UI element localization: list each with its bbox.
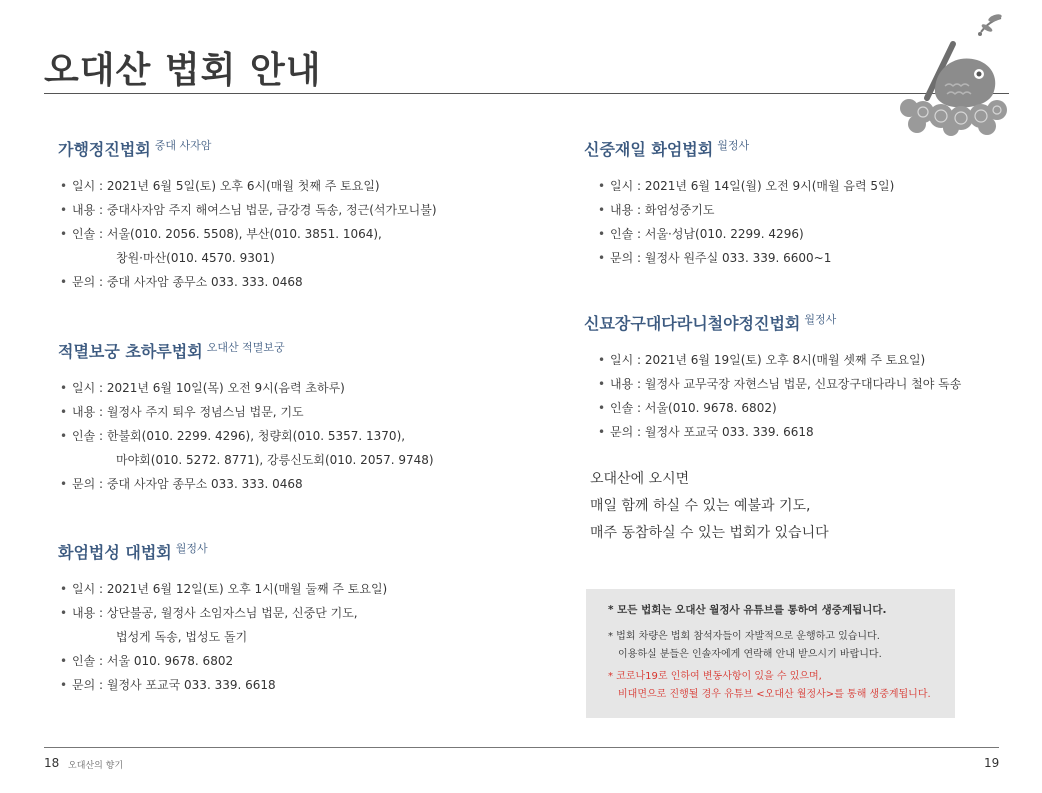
list-item: • 인솔 : 서울(010. 9678. 6802) (596, 396, 961, 420)
list-item: • 내용 : 중대사자암 주지 해여스님 법문, 금강경 독송, 정근(석가모니불) (58, 198, 437, 222)
publication-name: 오대산의 향기 (68, 761, 124, 771)
list-item: • 일시 : 2021년 6월 19일(토) 오후 8시(매월 셋째 주 토요일) (596, 348, 961, 372)
list-item: • 내용 : 월정사 주지 퇴우 정념스님 법문, 기도 (58, 400, 434, 424)
section-title: 가행정진법회 $^{중대 사자암}$ (58, 139, 212, 159)
list-item: • 인솔 : 한불회(010. 2299. 4296), 청량회(010. 5357. 1370), (58, 424, 434, 448)
notice-covid: * 코로나19로 인하여 변동사항이 있을 수 있으며, (608, 671, 822, 682)
notice-covid-cont: 비대면으로 진행될 경우 유튜브 <오대산 월정사>를 통해 생중계됩니다. (618, 689, 931, 700)
section-title: 신중재일 화엄법회 $^{월정사}$ (584, 139, 750, 159)
invite-line: 매주 동참하실 수 있는 법회가 있습니다 (590, 525, 829, 541)
list-item: • 문의 : 중대 사자암 종무소 033. 333. 0468 (58, 472, 434, 496)
section-gahaeng (58, 137, 437, 294)
footer-divider (44, 747, 999, 748)
list-item: 창원·마산(010. 4570. 9301) (116, 251, 275, 265)
section-jeokmyeol (58, 339, 434, 496)
section-title: 화엄법성 대법회 $^{월정사}$ (58, 542, 208, 562)
list-item: • 인솔 : 서울(010. 2056. 5508), 부산(010. 3851. 1064), (58, 222, 437, 246)
list-item: • 일시 : 2021년 6월 5일(토) 오후 6시(매월 첫째 주 토요일) (58, 174, 437, 198)
notice-livestream: * 모든 법회는 오대산 월정사 유튜브를 통하여 생중계됩니다. (608, 604, 887, 616)
info-list (596, 348, 961, 444)
list-item: • 일시 : 2021년 6월 10일(목) 오전 9시(음력 초하루) (58, 376, 434, 400)
notice-vehicle-cont: 이용하실 분들은 인솔자에게 연락해 안내 받으시기 바랍니다. (618, 649, 882, 660)
list-item: • 내용 : 화엄성중기도 (596, 198, 894, 222)
info-list (596, 174, 894, 270)
page-number-right: 19 (984, 756, 1000, 770)
invitation-text (590, 466, 829, 547)
list-item: • 인솔 : 서울·성남(010. 2299. 4296) (596, 222, 894, 246)
notice-vehicle: * 법회 차량은 법회 참석자들이 자발적으로 운행하고 있습니다. (608, 631, 880, 642)
list-item: • 문의 : 월정사 포교국 033. 339. 6618 (58, 673, 387, 697)
list-item: • 문의 : 중대 사자암 종무소 033. 333. 0468 (58, 270, 437, 294)
info-list (58, 174, 437, 294)
list-item: • 문의 : 월정사 포교국 033. 339. 6618 (596, 420, 961, 444)
section-sinmyo (584, 311, 961, 444)
list-item: 법성게 독송, 법성도 돌기 (116, 630, 248, 644)
section-title: 신묘장구대다라니철야정진법회 $^{월정사}$ (584, 313, 837, 333)
invite-line: 매일 함께 하실 수 있는 예불과 기도, (590, 498, 811, 514)
info-list (58, 577, 387, 697)
list-item: • 인솔 : 서울 010. 9678. 6802 (58, 649, 387, 673)
list-item: • 내용 : 상단불공, 월정사 소임자스님 법문, 신중단 기도, (58, 601, 387, 625)
invite-line: 오대산에 오시면 (590, 471, 690, 487)
list-item: • 문의 : 월정사 원주실 033. 339. 6600~1 (596, 246, 894, 270)
notice-box (586, 589, 955, 718)
section-hwaeom (58, 540, 387, 697)
section-title: 적멸보궁 초하루법회 $^{오대산 적멸보궁}$ (58, 341, 285, 361)
list-item: • 일시 : 2021년 6월 12일(토) 오후 1시(매월 둘째 주 토요일) (58, 577, 387, 601)
section-sinjung (584, 137, 894, 270)
title-divider (44, 93, 1009, 94)
page-number-left: 18 (44, 756, 60, 770)
page-title: 오대산 법회 안내 (44, 50, 322, 91)
info-list (58, 376, 434, 496)
list-item: 마야회(010. 5272. 8771), 강릉신도회(010. 2057. 9748) (116, 453, 434, 467)
list-item: • 내용 : 월정사 교무국장 자현스님 법문, 신묘장구대다라니 철야 독송 (596, 372, 961, 396)
moktak-fish-clouds-icon (895, 8, 1013, 136)
list-item: • 일시 : 2021년 6월 14일(월) 오전 9시(매월 음력 5일) (596, 174, 894, 198)
